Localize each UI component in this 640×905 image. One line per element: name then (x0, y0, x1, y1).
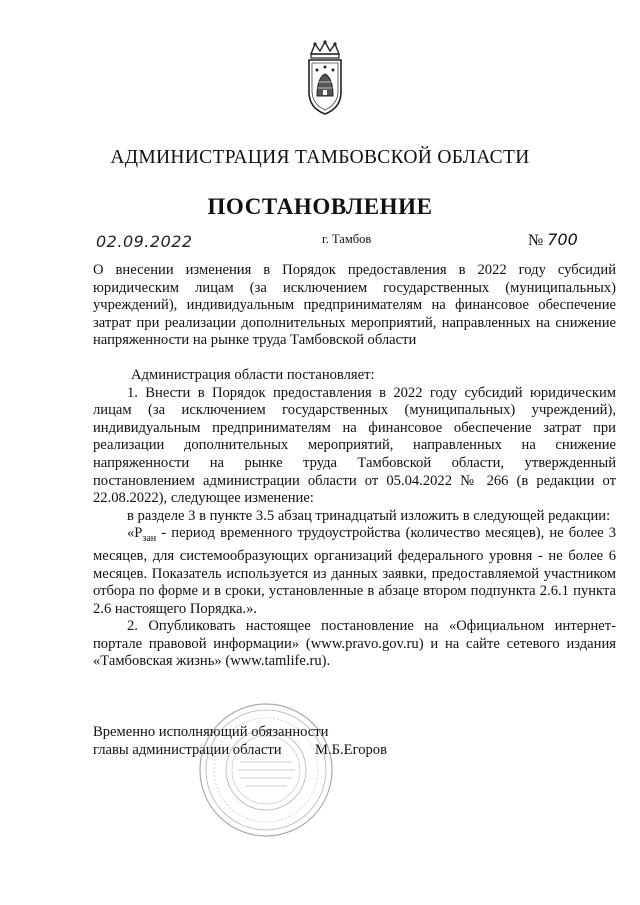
number-value: 700 (547, 230, 578, 249)
item-1-paragraph: 1. Внести в Порядок предоставления в 2022 году субсидий юридическим лицам (за исключением государственных (муниципальных) учреждений), индивидуальным предпринимателям на финансовое обеспечение затрат при реализации дополнительных мероприятий, направленных на снижение напряженности на рынке труда Тамбовской области, утвержденный постановлением администрации области от 05.04.2022 № 266 (в редакции от 22.08.2022), следующее изменение: (93, 384, 616, 507)
item-1-subparagraph: в разделе 3 в пункте 3.5 абзац тринадцатый изложить в следующей редакции: (127, 507, 611, 524)
quote-subscript: зан (142, 533, 157, 545)
signatory-name: М.Б.Егоров (315, 741, 387, 758)
signature-title-line-2: главы администрации области (93, 741, 282, 758)
quote-symbol: «P (127, 525, 143, 542)
quoted-amendment (93, 525, 616, 618)
document-body (93, 262, 616, 671)
document-subject: О внесении изменения в Порядок предоставления в 2022 году субсидий юридическим лицам (за исключением государственных (муниципальных) учреждений), индивидуальным предпринимателям на финансовое обеспечение затрат при реализации дополнительных мероприятий, направленных на снижение напряженности на рынке труда Тамбовской области (93, 262, 616, 349)
document-date: 02.09.2022 (96, 232, 193, 251)
official-seal-stamp-icon (196, 700, 336, 840)
item-2-paragraph: 2. Опубликовать настоящее постановление на «Официальном интернет-портале правовой информации» (www.pravo.gov.ru) и на сайте сетевого издания «Тамбовская жизнь» (www.tamlife.ru). (93, 618, 616, 670)
number-label: № (528, 232, 544, 249)
document-number (528, 230, 578, 250)
document-city: г. Тамбов (322, 232, 372, 246)
organization-title: АДМИНИСТРАЦИЯ ТАМБОВСКОЙ ОБЛАСТИ (110, 147, 530, 168)
quote-text: - период временного трудоустройства (количество месяцев), не более 3 месяцев, для системообразующих организаций федерального уровня - не более 6 месяцев. Показатель используется из данных заявки, предоставляемой участником отбора по форме и в сроки, установленные в абзаце втором подпункта 2.6.1 пункта 2.6 настоящего Порядка.». (93, 525, 616, 617)
intro-paragraph: Администрация области постановляет: (131, 366, 375, 383)
document-type-heading: ПОСТАНОВЛЕНИЕ (207, 194, 433, 219)
tambov-coat-of-arms-icon (303, 40, 347, 118)
signature-title-line-1: Временно исполняющий обязанности (93, 724, 329, 740)
